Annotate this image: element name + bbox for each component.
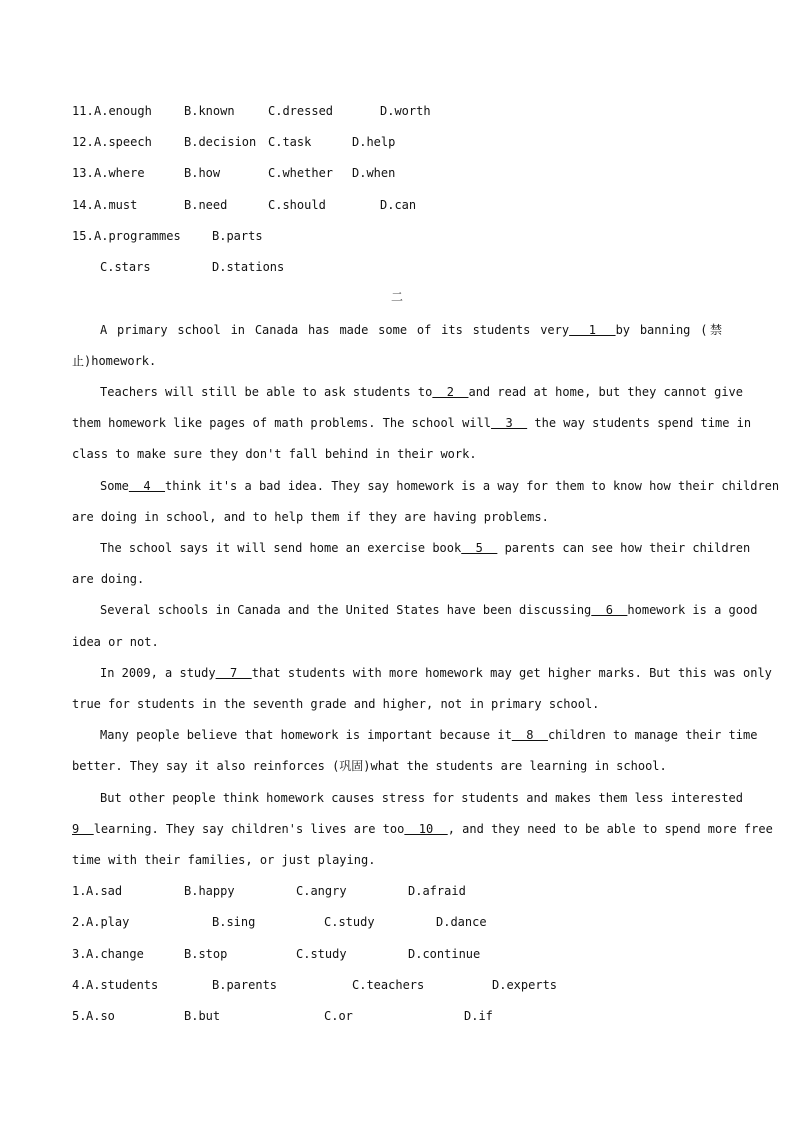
text: , and they need to be able to spend more free xyxy=(447,822,773,836)
text: parents can see how their children xyxy=(497,541,751,555)
blank-8: 8 xyxy=(511,728,548,742)
text: that students with more homework may get higher marks. But this was only xyxy=(251,666,772,680)
option-a: A.sad xyxy=(86,884,123,898)
option-d: D.when xyxy=(352,166,396,180)
option-c: C.or xyxy=(324,1009,353,1023)
option-c: C.dressed xyxy=(268,104,334,118)
option-a: A.where xyxy=(94,166,145,180)
text: homework is a good xyxy=(627,603,758,617)
passage-line xyxy=(100,789,743,807)
text: idea or not. xyxy=(72,635,159,649)
option-b: B.parents xyxy=(212,978,278,992)
option-a: A.must xyxy=(94,198,138,212)
text: them homework like pages of math problems. The school will xyxy=(72,416,492,430)
text: class to make sure they don't fall behind in their work. xyxy=(72,447,477,461)
option-d: D.continue xyxy=(408,947,481,961)
option-b: B.decision xyxy=(184,135,257,149)
passage-line xyxy=(100,383,744,401)
option-c: C.stars xyxy=(100,260,151,274)
text: 止)homework. xyxy=(72,354,157,368)
passage-line xyxy=(72,851,722,869)
option-c: C.angry xyxy=(296,884,347,898)
passage-line xyxy=(72,633,722,651)
option-a: A.speech xyxy=(94,135,152,149)
passage-line xyxy=(100,601,758,619)
blank-2: 2 xyxy=(432,385,469,399)
question-number: 15. xyxy=(72,229,94,243)
passage-line xyxy=(72,352,722,370)
question-number: 12. xyxy=(72,135,94,149)
passage-line xyxy=(100,539,751,557)
passage-line xyxy=(72,570,722,588)
text: A primary school in Canada has made some of its students very xyxy=(100,323,570,337)
question-number: 1. xyxy=(72,884,87,898)
section-title: 二 xyxy=(390,290,403,304)
blank-1: 1 xyxy=(569,323,616,337)
text: Several schools in Canada and the United States have been discussing xyxy=(100,603,592,617)
option-a: A.programmes xyxy=(94,229,181,243)
blank-7: 7 xyxy=(215,666,252,680)
question-number: 2. xyxy=(72,915,87,929)
text: Teachers will still be able to ask students to xyxy=(100,385,433,399)
passage-line xyxy=(72,757,722,775)
option-c: C.teachers xyxy=(352,978,425,992)
question-number: 3. xyxy=(72,947,87,961)
option-b: B.parts xyxy=(212,229,263,243)
option-b: B.how xyxy=(184,166,221,180)
text: true for students in the seventh grade and higher, not in primary school. xyxy=(72,697,600,711)
text: and read at home, but they cannot give xyxy=(468,385,744,399)
text: the way students spend time in xyxy=(527,416,752,430)
text: The school says it will send home an exercise book xyxy=(100,541,462,555)
option-c: C.study xyxy=(296,947,347,961)
passage-line xyxy=(100,477,780,495)
passage-line xyxy=(72,508,722,526)
option-d: D.help xyxy=(352,135,396,149)
question-number: 11. xyxy=(72,104,94,118)
option-a: A.change xyxy=(86,947,144,961)
question-number: 14. xyxy=(72,198,94,212)
blank-5: 5 xyxy=(461,541,498,555)
option-a: A.play xyxy=(86,915,130,929)
text: In 2009, a study xyxy=(100,666,216,680)
option-b: B.stop xyxy=(184,947,228,961)
option-d: D.stations xyxy=(212,260,285,274)
option-c: C.task xyxy=(268,135,312,149)
option-c: C.whether xyxy=(268,166,334,180)
option-d: D.if xyxy=(464,1009,493,1023)
option-d: D.can xyxy=(380,198,417,212)
passage-line xyxy=(100,321,722,339)
passage-line xyxy=(72,820,773,838)
text: learning. They say children's lives are too xyxy=(93,822,405,836)
blank-10: 10 xyxy=(404,822,448,836)
text: Many people believe that homework is important because it xyxy=(100,728,512,742)
option-a: A.enough xyxy=(94,104,152,118)
blank-4: 4 xyxy=(128,479,166,493)
blank-6: 6 xyxy=(591,603,628,617)
passage-line xyxy=(100,726,758,744)
option-b: B.known xyxy=(184,104,235,118)
blank-3: 3 xyxy=(491,416,528,430)
question-number: 5. xyxy=(72,1009,87,1023)
text: are doing. xyxy=(72,572,145,586)
passage-line xyxy=(72,414,752,432)
option-b: B.need xyxy=(184,198,228,212)
option-b: B.sing xyxy=(212,915,256,929)
option-c: C.study xyxy=(324,915,375,929)
option-d: D.afraid xyxy=(408,884,466,898)
question-number: 4. xyxy=(72,978,87,992)
passage-line xyxy=(100,664,772,682)
text: are doing in school, and to help them if they are having problems. xyxy=(72,510,549,524)
blank-9: 9 xyxy=(72,822,94,836)
text: by banning (禁 xyxy=(615,323,723,337)
text: children to manage their time xyxy=(547,728,758,742)
text: But other people think homework causes stress for students and makes them less interested xyxy=(100,791,743,805)
option-a: A.so xyxy=(86,1009,115,1023)
passage-line xyxy=(72,695,722,713)
option-b: B.happy xyxy=(184,884,235,898)
text: Some xyxy=(100,479,129,493)
option-d: D.worth xyxy=(380,104,431,118)
option-d: D.dance xyxy=(436,915,487,929)
question-number: 13. xyxy=(72,166,94,180)
option-b: B.but xyxy=(184,1009,221,1023)
text: think it's a bad idea. They say homework is a way for them to know how their children xyxy=(165,479,780,493)
option-a: A.students xyxy=(86,978,159,992)
option-c: C.should xyxy=(268,198,326,212)
text: better. They say it also reinforces (巩固)what the students are learning in school. xyxy=(72,759,667,773)
passage-line xyxy=(72,445,722,463)
option-d: D.experts xyxy=(492,978,558,992)
text: time with their families, or just playing. xyxy=(72,853,376,867)
